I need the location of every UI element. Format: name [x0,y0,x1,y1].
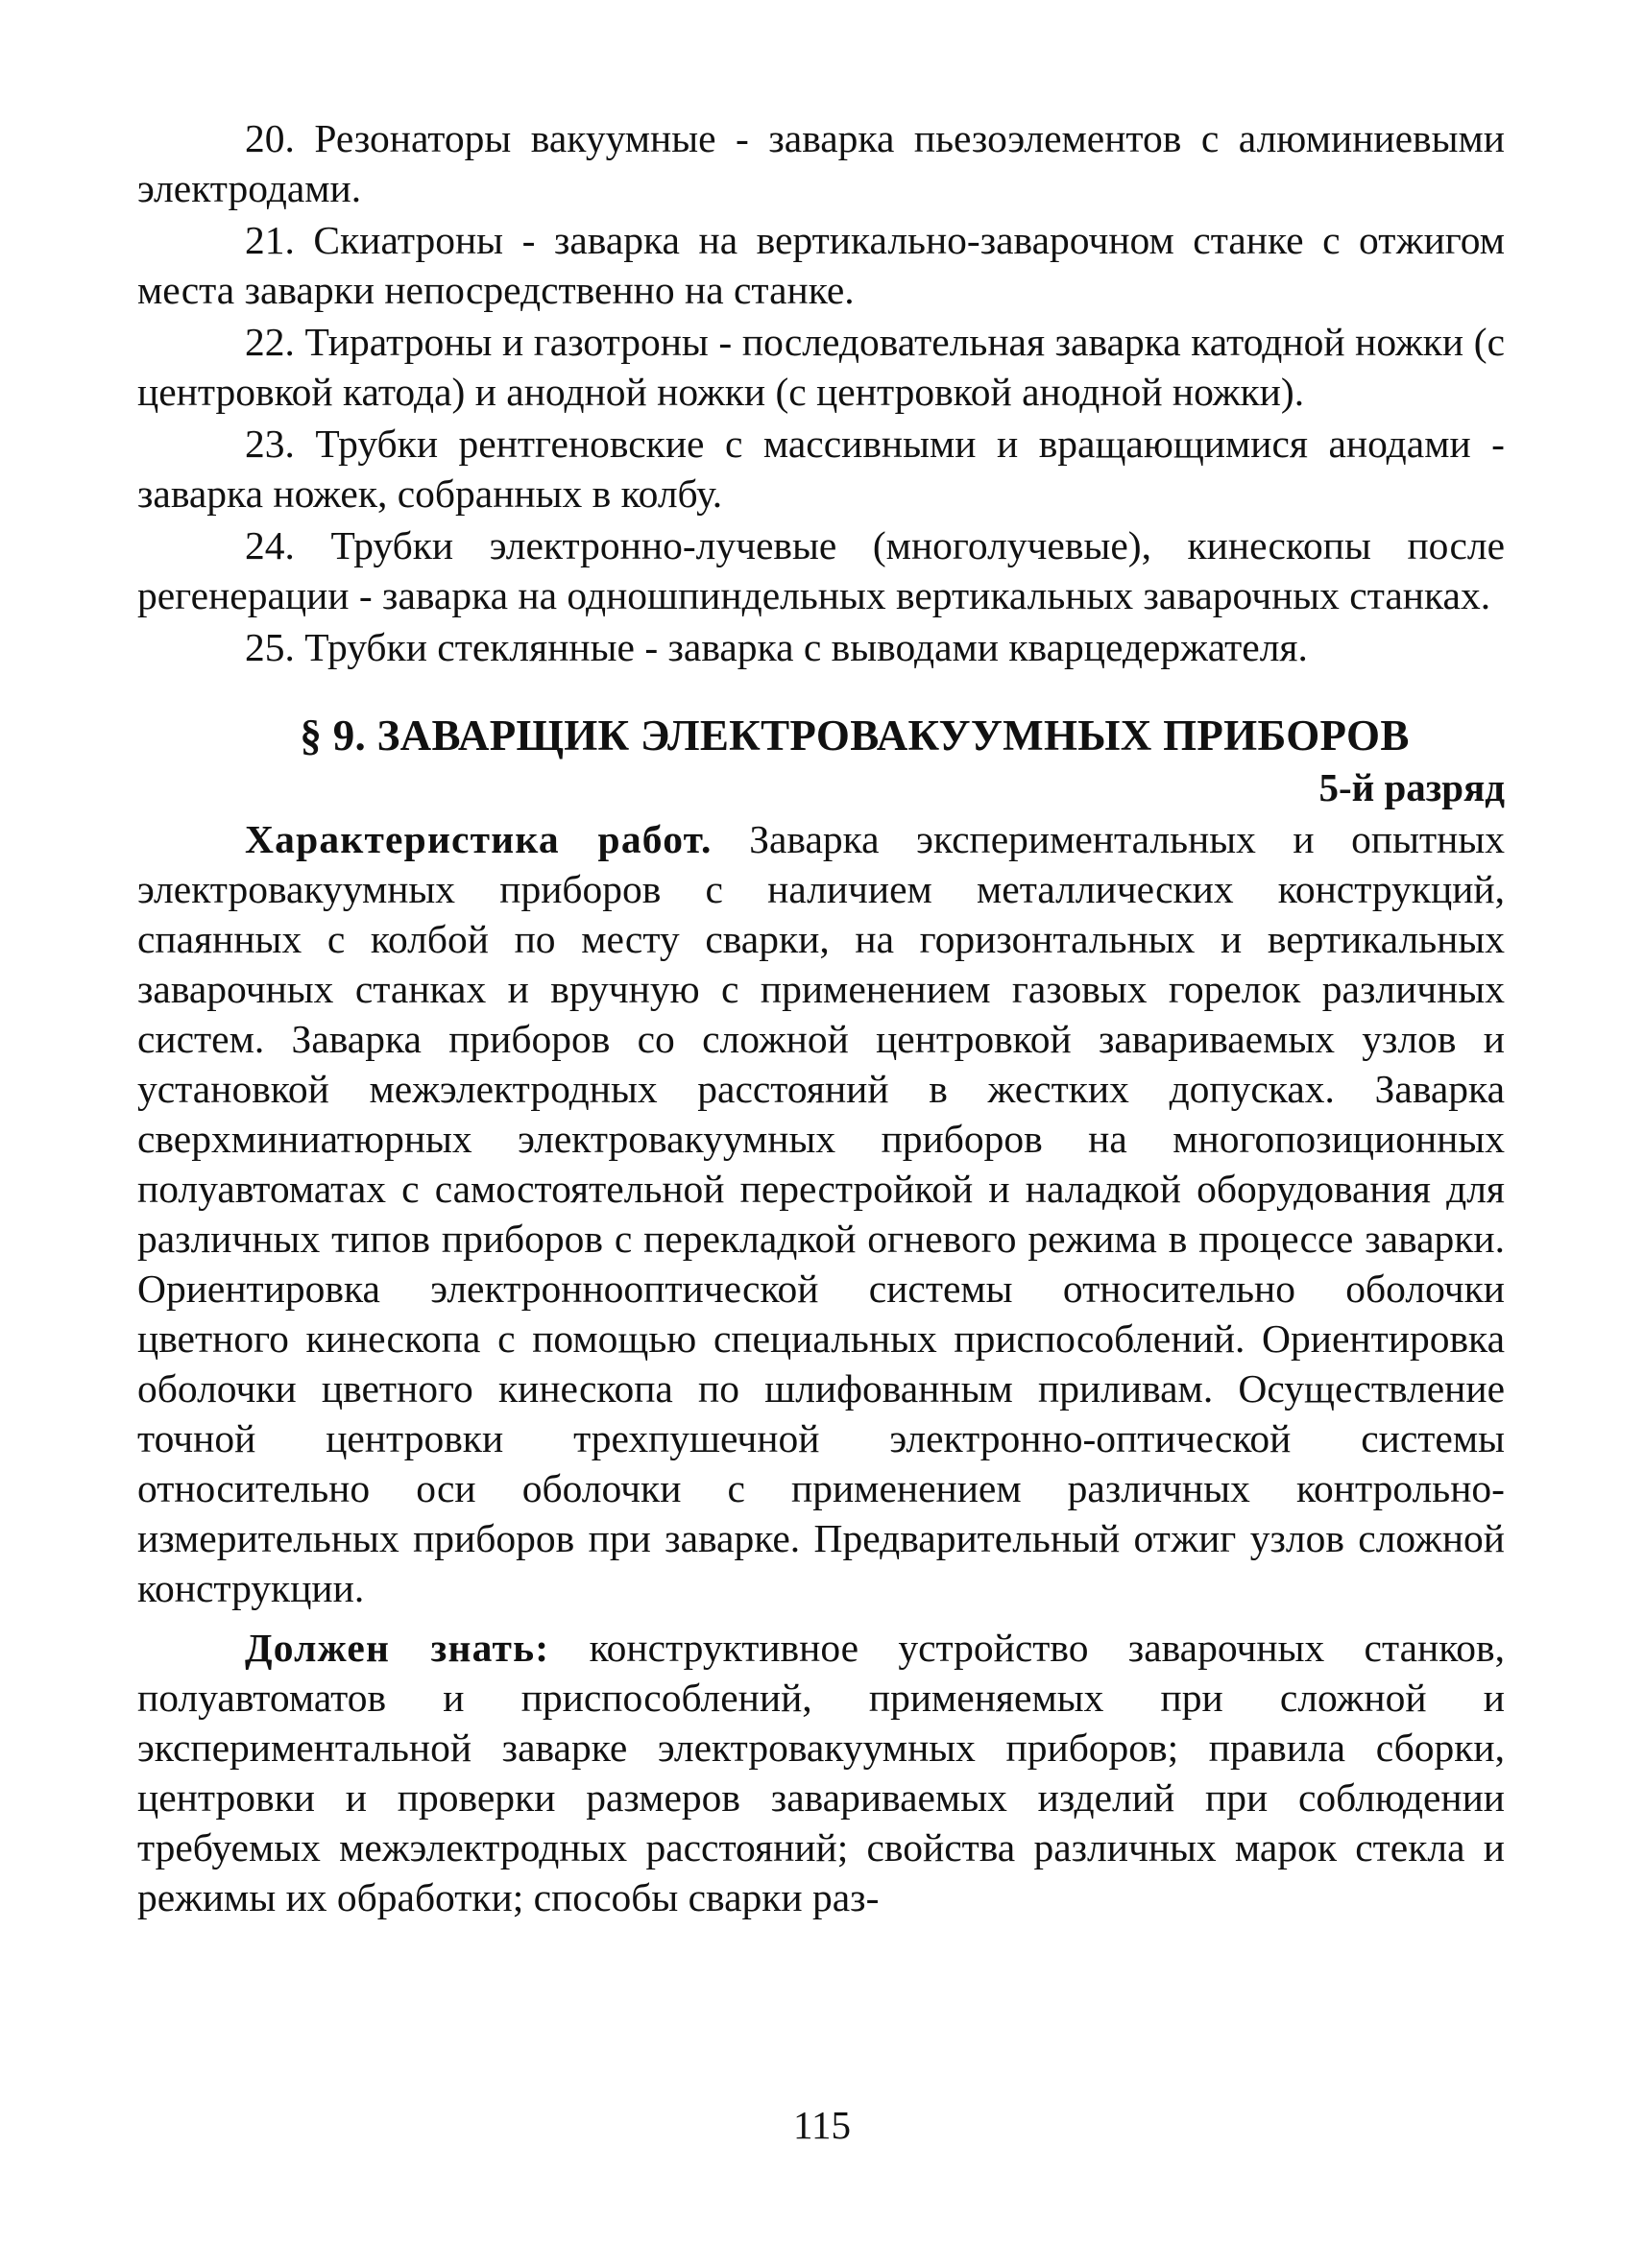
list-item-25: 25. Трубки стеклянные - заварка с выводами кварцедержателя. [245,625,1308,669]
grade-label: 5-й разряд [1318,765,1505,809]
characteristics-label: Характеристика работ. [245,817,713,861]
must-know-label: Должен знать: [245,1626,550,1670]
page-content [137,113,1505,1932]
list-item-20: 20. Резонаторы вакуумные - заварка пьезоэлементов с алюминиевыми электродами. [137,116,1505,210]
page-number: 115 [793,2103,851,2147]
list-item-24: 24. Трубки электронно-лучевые (многолучевые), кинескопы после регенерации - заварка на одношпиндельных вертикальных заварочных станках. [137,523,1505,617]
list-item-22: 22. Тиратроны и газотроны - последовательная заварка катодной ножки (с центровкой катода) и анодной ножки (с центровкой анодной ножки). [137,320,1505,414]
must-know-text: конструктивное устройство заварочных станков, полуавтоматов и приспособлений, применяемых при сложной и экспериментальной заварке электровакуумных приборов; правила сборки, центровки и проверки размеров завариваемых изделий при соблюдении требуемых межэлектродных расстояний; свойства различных марок стекла и режимы их обработки; способы сварки раз- [137,1626,1505,1919]
must-know-paragraph [137,1623,1505,1922]
section-title: § 9. ЗАВАРЩИК ЭЛЕКТРОВАКУУМНЫХ ПРИБОРОВ [300,712,1410,760]
list-item-23: 23. Трубки рентгеновские с массивными и вращающимися анодами - заварка ножек, собранных в колбу. [137,422,1505,516]
list-item-21: 21. Скиатроны - заварка на вертикально-заварочном станке с отжигом места заварки непосредственно на станке. [137,218,1505,312]
characteristics-text: Заварка экспериментальных и опытных электровакуумных приборов с наличием металлических конструкций, спаянных с колбой по месту сварки, на горизонтальных и вертикальных заварочных станках и вручную с применением газовых горелок различных систем. Заварка приборов со сложной центровкой завариваемых узлов и установкой межэлектродных расстояний в жестких допусках. Заварка сверхминиатюрных электровакуумных приборов на многопозиционных полуавтоматах с самостоятельной перестройкой и наладкой оборудования для различных типов приборов с перекладкой огневого режима в процессе заварки. Ориентировка электроннооптической системы относительно оболочки цветного кинескопа с помощью специальных приспособлений. Ориентировка оболочки цветного кинескопа по шлифованным приливам. Осуществление точной центровки трехпушечной электронно-оптической системы относительно оси оболочки с применением различных контрольно-измерительных приборов при заварке. Предварительный отжиг узлов сложной конструкции. [137,817,1506,1610]
characteristics-paragraph [137,814,1505,1613]
